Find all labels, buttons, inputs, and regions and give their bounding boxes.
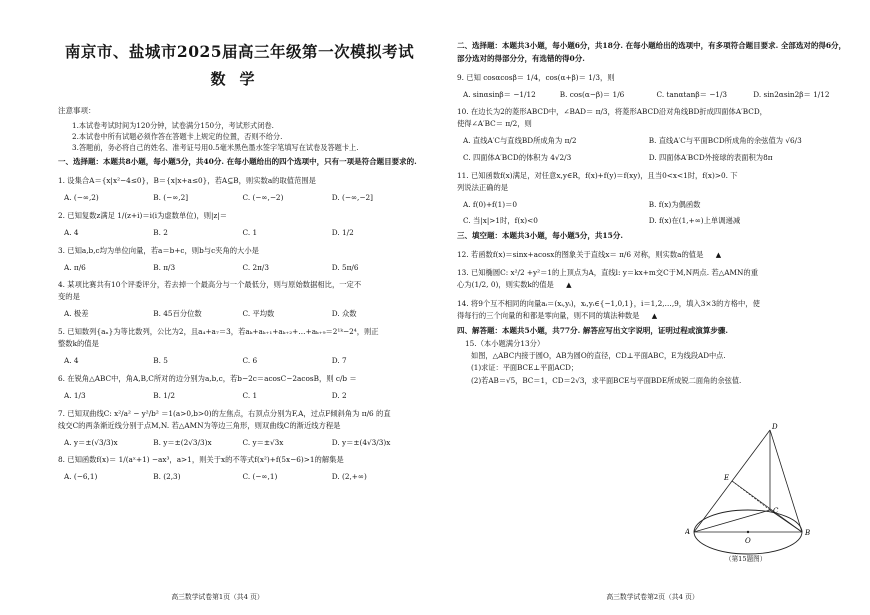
exam-page-2	[435, 0, 870, 615]
question-1: 1. 设集合A＝{x|x²−4≤0}，B＝{x|x+a≤0}，若A⊆B，则实数a的取值范围是	[58, 176, 316, 186]
page-footer: 高三数学试卷第2页（共4 页）	[606, 593, 699, 601]
option: D. y＝±(4√3/3)x	[331, 437, 391, 447]
question-15-part-2: (2)若AB＝√5，BC＝1，CD＝2√3，求平面BCE与平面BDE所成锐二面角的余弦值.	[471, 375, 742, 385]
option: A. y＝±(√3/3)x	[64, 437, 118, 447]
option: D. 1/2	[331, 227, 354, 237]
question-13-continued	[457, 279, 850, 292]
question-13-text: 心为(1/2, 0)，则实数k的值是	[457, 280, 554, 290]
option: C. 6	[242, 356, 258, 366]
question-5-options	[58, 355, 421, 367]
notice-item: 2.本试卷中所有试题必须作答在答题卡上规定的位置，否则不给分.	[72, 132, 283, 142]
option: B. 1/2	[153, 390, 175, 400]
segment-ac	[694, 510, 770, 532]
option: A. π/6	[64, 262, 86, 272]
question-2-options	[58, 227, 421, 239]
notice-item: 1.本试卷考试时间为120分钟，试卷满分150分，考试形式闭卷.	[72, 121, 274, 130]
question-9: 9. 已知 cosαcosβ＝ 1/4，cos(α+β)＝ 1/3，则	[457, 72, 615, 82]
figure-caption: （第15题图）	[725, 555, 767, 563]
option: B. f(x)为偶函数	[648, 199, 701, 209]
question-15-heading: 15.（本小题满分13分）	[465, 339, 545, 349]
question-4-options	[58, 308, 421, 320]
question-8: 8. 已知函数f(x)＝ 1/(aˣ+1) −ax³，a>1，则关于x的不等式f(x²)+f(5x−6)>1的解集是	[58, 455, 344, 465]
option: B. 5	[153, 356, 168, 366]
option: B. (2,3)	[153, 472, 181, 482]
subject-title: 数学	[210, 70, 269, 88]
option: C. 平均数	[242, 309, 275, 319]
question-10-options-row2	[457, 152, 850, 164]
question-7-continued: 线交C的两条渐近线分别于点M,N. 若△AMN为等边三角形，则双曲线C的渐近线方程是	[58, 420, 341, 430]
figure-15-diagram	[685, 420, 815, 560]
point-o	[747, 531, 749, 533]
question-10-options-row1	[457, 135, 850, 147]
option: C. 1	[242, 227, 258, 237]
option: C. 四面体A′BCD的体积为 4√2/3	[463, 152, 572, 162]
question-11-options-row1	[457, 199, 850, 211]
question-14-text: 得每行的三个向量的和都是零向量，则不同的填法种数是	[457, 310, 640, 320]
option: C. 2π/3	[242, 262, 270, 272]
option: C. (−∞,1)	[242, 472, 278, 482]
option: A. 1/3	[64, 390, 86, 400]
question-2: 2. 已知复数z满足 1/(z+i)＝i(i为虚数单位)，则|z|＝	[58, 210, 228, 220]
question-1-options	[58, 192, 421, 204]
option: D. 5π/6	[331, 262, 359, 272]
option: B. cos(α−β)＝ 1/6	[559, 89, 625, 99]
question-11-options-row2	[457, 215, 850, 227]
question-5: 5. 已知数列{aₙ}为等比数列，公比为2，且a₄+a₇＝3，若aₖ+aₖ₊₁+aₖ₊₂+…+aₖ₊₉＝2¹ᵏ−2⁴，则正	[58, 327, 379, 337]
option: A. 4	[64, 356, 79, 366]
option: A. 直线A′C与直线BD所成角为 π/2	[463, 136, 577, 146]
section-heading-4: 四、解答题：本题共5小题，共77分. 解答应写出文字说明，证明过程或演算步骤.	[457, 326, 728, 336]
section-heading-1: 一、选择题：本题共8小题，每小题5分，共40分. 在每小题给出的四个选项中，只有一项是符合题目要求的.	[58, 157, 417, 167]
question-14: 14. 将9个互不相同的向量aᵢ＝(xᵢ,yᵢ)，xᵢ,yᵢ∈{−1,0,1}，i＝1,2,…,9，填入3×3的方格中，使	[457, 298, 760, 308]
option: A. (−∞,2)	[64, 193, 99, 203]
section-heading-2: 二、选择题：本题共3小题，每小题6分，共18分. 在每小题给出的选项中，有多项符合题目要求. 全部选对的得6分，部分选对的得部分分，有选错的得0分.	[457, 41, 847, 63]
option: B. (−∞,2]	[153, 193, 189, 203]
option: C. tanαtanβ＝ −1/3	[656, 89, 728, 99]
question-6-options	[58, 390, 421, 402]
option: B. y＝±(2√3/3)x	[153, 437, 212, 447]
question-6: 6. 在锐角△ABC中，角A,B,C所对的边分别为a,b,c，若b−2c＝acosC−2acosB，则 c/b ＝	[58, 373, 357, 383]
label-e: E	[724, 474, 730, 482]
option: C. y＝±√3x	[242, 437, 284, 447]
option: D. 2	[331, 390, 347, 400]
option: B. 2	[153, 227, 168, 237]
question-7-options	[58, 437, 421, 449]
option: A. (−6,1)	[64, 472, 98, 482]
question-7: 7. 已知双曲线C: x²/a² − y²/b² ＝1(a>0,b>0)的左焦点，右顶点分别为F,A，过点F倾斜角为 π/6 的直	[58, 408, 391, 418]
question-9-options	[457, 89, 850, 101]
question-3: 3. 已知a,b,c均为单位向量，若a＝b+c，则b与c夹角的大小是	[58, 245, 259, 255]
option: A. 4	[64, 227, 79, 237]
question-5-continued: 整数k的值是	[58, 339, 99, 349]
option: B. π/3	[153, 262, 176, 272]
option: C. 当|x|>1时，f(x)<0	[463, 216, 538, 226]
option: A. 极差	[64, 309, 89, 319]
question-11-continued: 列说法正确的是	[457, 182, 509, 192]
question-4-continued: 变的是	[58, 292, 80, 302]
option: A. f(0)+f(1)＝0	[463, 199, 518, 209]
option: D. sin2αsin2β＝ 1/12	[753, 89, 830, 99]
label-d: D	[772, 423, 778, 431]
option: D. 众数	[331, 309, 357, 319]
question-3-options	[58, 262, 421, 274]
option: B. 直线A′C与平面BCD所成角的余弦值为 √6/3	[648, 136, 802, 146]
option: D. (2,+∞)	[331, 472, 367, 482]
section-heading-3: 三、填空题：本题共3小题，每小题5分，共15分.	[457, 231, 623, 241]
question-11: 11. 已知函数f(x)满足，对任意x,y∈R，f(x)+f(y)＝f(xy)，且当0<x<1时，f(x)>0. 下	[457, 170, 738, 180]
option: A. sinαsinβ＝ −1/12	[463, 89, 536, 99]
question-13: 13. 已知椭圆C: x²/2 +y²＝1的上顶点为A，直线l: y＝kx+m交C于M,N两点. 若△AMN的重	[457, 268, 758, 278]
notice-item: 3.答题前，务必将自己的姓名、准考证号用0.5毫米黑色墨水签字笔填写在试卷及答题卡上.	[72, 143, 359, 153]
label-c: C	[773, 507, 779, 515]
question-14-continued	[457, 310, 850, 323]
answer-blank-mark: ▲	[566, 281, 572, 290]
question-12	[457, 249, 850, 262]
question-10: 10. 在边长为2的菱形ABCD中，∠BAD＝ π/3，将菱形ABCD沿对角线BD折成四面体A′BCD，	[457, 107, 767, 117]
option: C. (−∞,−2)	[242, 193, 284, 203]
question-8-options	[58, 471, 421, 483]
notice-heading: 注意事项：	[58, 106, 96, 115]
label-o: O	[745, 537, 751, 545]
option: D. 四面体A′BCD外接球的表面积为8π	[648, 152, 773, 162]
option: D. f(x)在(1,+∞)上单调递减	[648, 216, 741, 226]
option: D. 7	[331, 356, 347, 366]
question-12-text: 12. 若函数f(x)＝sinx+acosx的图象关于直线x＝ π/6 对称，则实数a的值是	[457, 249, 704, 259]
question-15-part-1: (1)求证：平面BCE⊥平面ACD；	[471, 363, 579, 373]
label-b: B	[805, 529, 811, 537]
question-15-body: 如图，△ABC内接于圆O，AB为圆O的直径，CD⊥平面ABC，E为线段AD中点.	[471, 351, 726, 361]
label-a: A	[685, 528, 691, 536]
answer-blank-mark: ▲	[715, 250, 722, 259]
option: B. 45百分位数	[153, 309, 202, 319]
segment-eb	[732, 481, 802, 532]
exam-title: 南京市、盐城市2025届高三年级第一次模拟考试	[64, 42, 415, 61]
option: C. 1	[242, 390, 258, 400]
page-footer: 高三数学试卷第1页（共4 页）	[171, 593, 264, 601]
answer-blank-mark: ▲	[651, 311, 658, 320]
question-10-continued: 使得∠A′BC＝ π/2，则	[457, 119, 532, 129]
option: D. (−∞,−2]	[331, 193, 373, 203]
question-4: 4. 某项比赛共有10个评委评分，若去掉一个最高分与一个最低分，则与原始数据相比，一定不	[58, 280, 362, 290]
